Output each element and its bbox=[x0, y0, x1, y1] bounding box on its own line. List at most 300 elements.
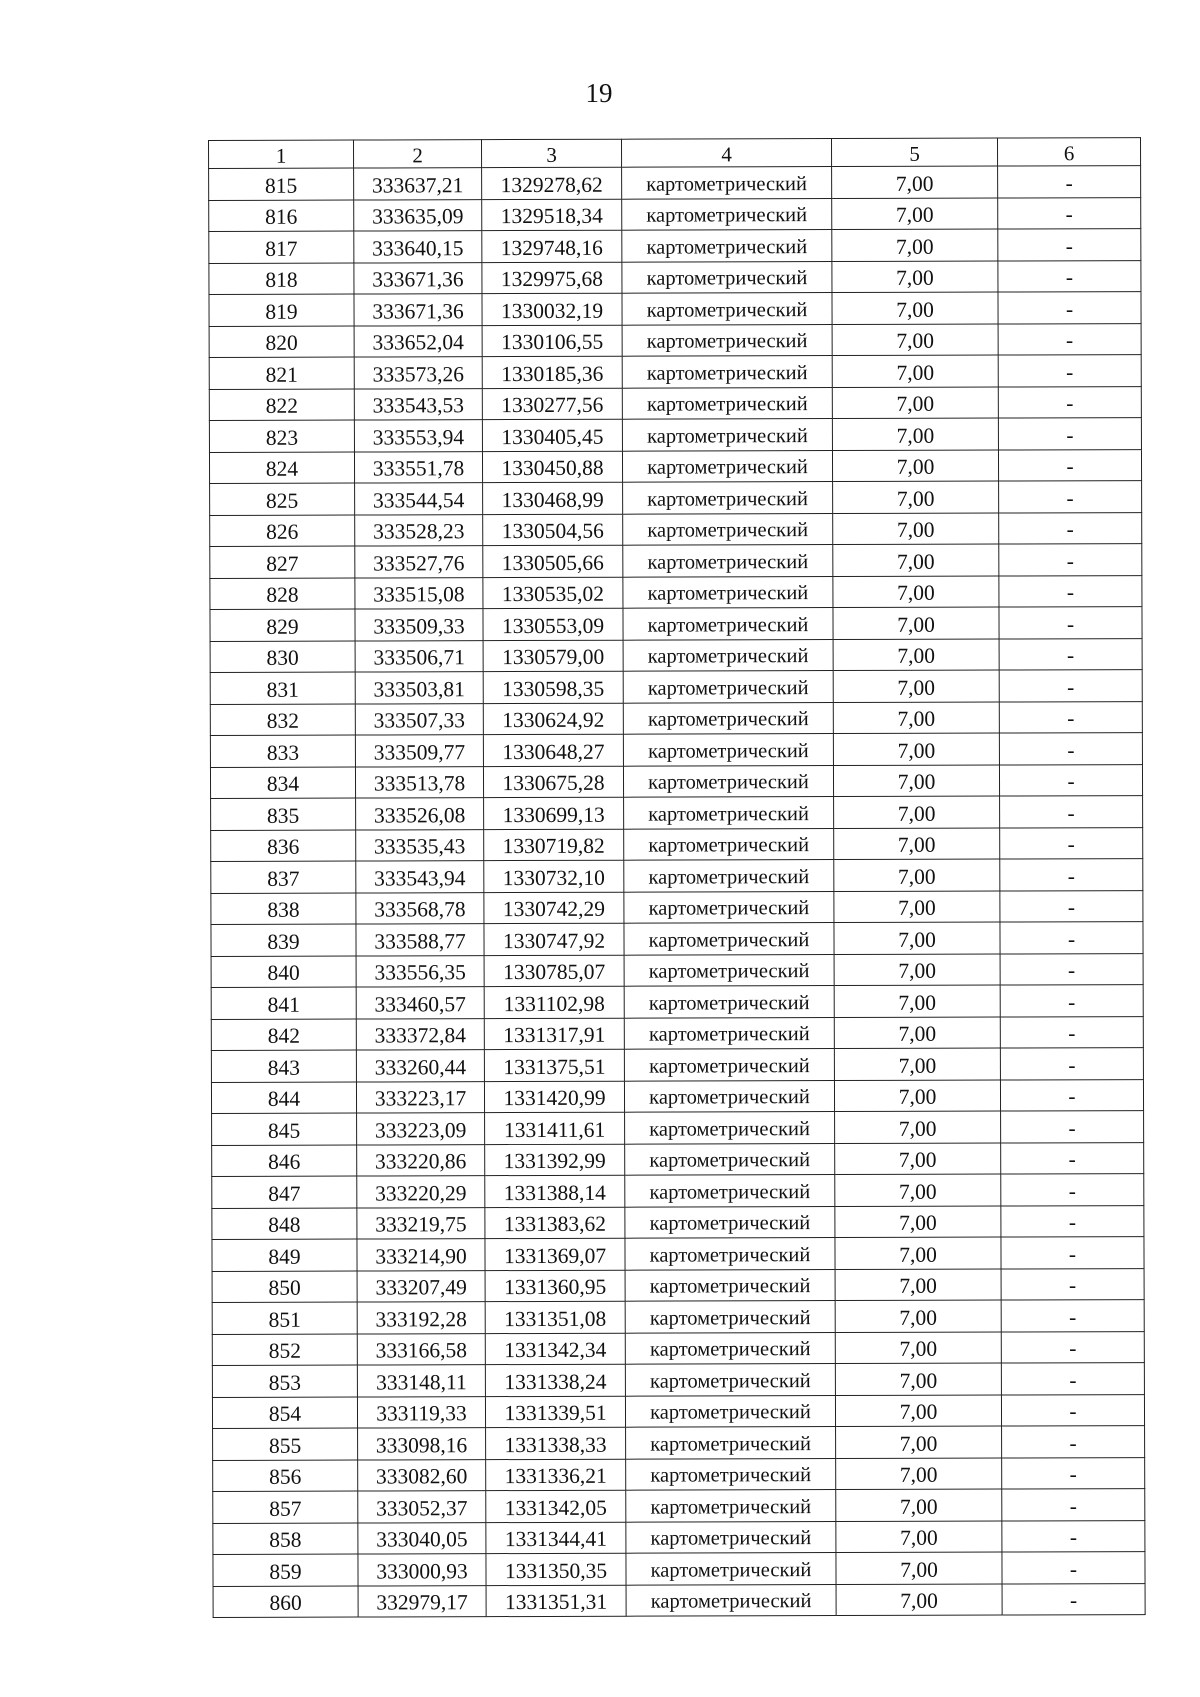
point-number-cell: 846 bbox=[212, 1145, 357, 1177]
table-row bbox=[211, 859, 1143, 893]
accuracy-cell: 7,00 bbox=[836, 1584, 1002, 1616]
method-cell: картометрический bbox=[622, 387, 832, 419]
note-cell: - bbox=[1000, 1079, 1143, 1111]
coordinates-table bbox=[208, 137, 1146, 1618]
x-coordinate-cell: 333544,54 bbox=[355, 483, 483, 515]
accuracy-cell: 7,00 bbox=[832, 450, 998, 482]
point-number-cell: 855 bbox=[213, 1428, 358, 1460]
note-cell: - bbox=[1000, 827, 1143, 859]
table-row bbox=[212, 1300, 1144, 1334]
x-coordinate-cell: 333509,77 bbox=[355, 735, 483, 767]
method-cell: картометрический bbox=[624, 923, 834, 955]
accuracy-cell: 7,00 bbox=[835, 1395, 1001, 1427]
table-row bbox=[210, 544, 1142, 578]
note-cell: - bbox=[999, 512, 1142, 544]
accuracy-cell: 7,00 bbox=[835, 1332, 1001, 1364]
x-coordinate-cell: 333640,15 bbox=[354, 231, 482, 263]
method-cell: картометрический bbox=[622, 230, 832, 262]
x-coordinate-cell: 333506,71 bbox=[355, 640, 483, 672]
note-cell: - bbox=[1002, 1583, 1145, 1615]
note-cell: - bbox=[1001, 1237, 1144, 1269]
y-coordinate-cell: 1331369,07 bbox=[485, 1238, 625, 1270]
point-number-cell: 833 bbox=[210, 735, 355, 767]
note-cell: - bbox=[999, 764, 1142, 796]
note-cell: - bbox=[1002, 1489, 1145, 1521]
method-cell: картометрический bbox=[622, 293, 832, 325]
y-coordinate-cell: 1331383,62 bbox=[485, 1207, 625, 1239]
note-cell: - bbox=[998, 418, 1141, 450]
x-coordinate-cell: 333223,17 bbox=[356, 1081, 484, 1113]
accuracy-cell: 7,00 bbox=[833, 639, 999, 671]
method-cell: картометрический bbox=[622, 450, 832, 482]
method-cell: картометрический bbox=[623, 671, 833, 703]
point-number-cell: 850 bbox=[212, 1271, 357, 1303]
accuracy-cell: 7,00 bbox=[835, 1174, 1001, 1206]
table-row bbox=[210, 764, 1142, 798]
y-coordinate-cell: 1330732,10 bbox=[484, 860, 624, 892]
accuracy-cell: 7,00 bbox=[833, 765, 999, 797]
note-cell: - bbox=[998, 292, 1141, 324]
y-coordinate-cell: 1330675,28 bbox=[483, 766, 623, 798]
y-coordinate-cell: 1331342,34 bbox=[485, 1333, 625, 1365]
x-coordinate-cell: 333507,33 bbox=[355, 703, 483, 735]
accuracy-cell: 7,00 bbox=[832, 387, 998, 419]
table-row bbox=[212, 1331, 1144, 1365]
y-coordinate-cell: 1331351,31 bbox=[486, 1585, 626, 1617]
accuracy-cell: 7,00 bbox=[834, 1080, 1000, 1112]
table-row bbox=[209, 166, 1141, 200]
table-row bbox=[209, 449, 1141, 483]
point-number-cell: 858 bbox=[213, 1523, 358, 1555]
note-cell: - bbox=[999, 670, 1142, 702]
method-cell: картометрический bbox=[622, 198, 832, 230]
y-coordinate-cell: 1330699,13 bbox=[484, 797, 624, 829]
table-row bbox=[211, 1016, 1143, 1050]
point-number-cell: 856 bbox=[213, 1460, 358, 1492]
x-coordinate-cell: 333000,93 bbox=[358, 1554, 486, 1586]
accuracy-cell: 7,00 bbox=[835, 1143, 1001, 1175]
note-cell: - bbox=[1002, 1457, 1145, 1489]
x-coordinate-cell: 333260,44 bbox=[356, 1050, 484, 1082]
y-coordinate-cell: 1330405,45 bbox=[482, 419, 622, 451]
table-row bbox=[213, 1552, 1145, 1586]
accuracy-cell: 7,00 bbox=[836, 1552, 1002, 1584]
note-cell: - bbox=[1001, 1205, 1144, 1237]
table-row bbox=[210, 670, 1142, 704]
accuracy-cell: 7,00 bbox=[832, 198, 998, 230]
x-coordinate-cell: 333082,60 bbox=[358, 1459, 486, 1491]
method-cell: картометрический bbox=[625, 1301, 835, 1333]
page-number-text: 19 bbox=[585, 78, 613, 108]
method-cell: картометрический bbox=[622, 167, 832, 199]
method-cell: картометрический bbox=[625, 1332, 835, 1364]
point-number-cell: 826 bbox=[210, 515, 355, 547]
accuracy-cell: 7,00 bbox=[832, 261, 998, 293]
y-coordinate-cell: 1331411,61 bbox=[485, 1112, 625, 1144]
y-coordinate-cell: 1329748,16 bbox=[482, 230, 622, 262]
y-coordinate-cell: 1330785,07 bbox=[484, 955, 624, 987]
y-coordinate-cell: 1331392,99 bbox=[485, 1144, 625, 1176]
method-cell: картометрический bbox=[622, 324, 832, 356]
method-cell: картометрический bbox=[624, 1080, 834, 1112]
accuracy-cell: 7,00 bbox=[832, 292, 998, 324]
y-coordinate-cell: 1331339,51 bbox=[485, 1396, 625, 1428]
method-cell: картометрический bbox=[625, 1395, 835, 1427]
note-cell: - bbox=[1001, 1363, 1144, 1395]
point-number-cell: 824 bbox=[209, 452, 354, 484]
point-number-cell: 847 bbox=[212, 1176, 357, 1208]
table-row bbox=[213, 1489, 1145, 1523]
accuracy-cell: 7,00 bbox=[834, 859, 1000, 891]
x-coordinate-cell: 333588,77 bbox=[356, 924, 484, 956]
page-number bbox=[0, 78, 1200, 109]
note-cell: - bbox=[1001, 1142, 1144, 1174]
y-coordinate-cell: 1330579,00 bbox=[483, 640, 623, 672]
accuracy-cell: 7,00 bbox=[832, 324, 998, 356]
y-coordinate-cell: 1329278,62 bbox=[482, 167, 622, 199]
point-number-cell: 854 bbox=[212, 1397, 357, 1429]
accuracy-cell: 7,00 bbox=[833, 544, 999, 576]
point-number-cell: 825 bbox=[210, 483, 355, 515]
point-number-cell: 822 bbox=[209, 389, 354, 421]
point-number-cell: 836 bbox=[211, 830, 356, 862]
point-number-cell: 849 bbox=[212, 1239, 357, 1271]
x-coordinate-cell: 333119,33 bbox=[357, 1396, 485, 1428]
accuracy-cell: 7,00 bbox=[833, 481, 999, 513]
note-cell: - bbox=[1002, 1552, 1145, 1584]
table-row bbox=[212, 1142, 1144, 1176]
y-coordinate-cell: 1330468,99 bbox=[483, 482, 623, 514]
table-row bbox=[211, 953, 1143, 987]
method-cell: картометрический bbox=[625, 1143, 835, 1175]
table-row bbox=[212, 1111, 1144, 1145]
x-coordinate-cell: 333637,21 bbox=[354, 168, 482, 200]
y-coordinate-cell: 1330450,88 bbox=[482, 451, 622, 483]
accuracy-cell: 7,00 bbox=[833, 513, 999, 545]
y-coordinate-cell: 1331360,95 bbox=[485, 1270, 625, 1302]
accuracy-cell: 7,00 bbox=[835, 1363, 1001, 1395]
method-cell: картометрический bbox=[623, 545, 833, 577]
y-coordinate-cell: 1330624,92 bbox=[483, 703, 623, 735]
point-number-cell: 821 bbox=[209, 357, 354, 389]
y-coordinate-cell: 1331388,14 bbox=[485, 1175, 625, 1207]
table-row bbox=[209, 197, 1141, 231]
table-row bbox=[213, 1583, 1145, 1617]
y-coordinate-cell: 1330598,35 bbox=[483, 671, 623, 703]
method-cell: картометрический bbox=[625, 1112, 835, 1144]
table-row bbox=[209, 292, 1141, 326]
x-coordinate-cell: 333515,08 bbox=[355, 577, 483, 609]
point-number-cell: 820 bbox=[209, 326, 354, 358]
note-cell: - bbox=[1000, 796, 1143, 828]
point-number-cell: 832 bbox=[210, 704, 355, 736]
x-coordinate-cell: 333535,43 bbox=[356, 829, 484, 861]
note-cell: - bbox=[999, 544, 1142, 576]
note-cell: - bbox=[998, 386, 1141, 418]
point-number-cell: 823 bbox=[209, 420, 354, 452]
table-row bbox=[210, 701, 1142, 735]
accuracy-cell: 7,00 bbox=[834, 891, 1000, 923]
table-row bbox=[213, 1457, 1145, 1491]
method-cell: картометрический bbox=[625, 1269, 835, 1301]
table-row bbox=[212, 1394, 1144, 1428]
accuracy-cell: 7,00 bbox=[835, 1300, 1001, 1332]
point-number-cell: 843 bbox=[211, 1050, 356, 1082]
table-row bbox=[211, 922, 1143, 956]
method-cell: картометрический bbox=[623, 608, 833, 640]
note-cell: - bbox=[1000, 985, 1143, 1017]
note-cell: - bbox=[1001, 1300, 1144, 1332]
method-cell: картометрический bbox=[624, 1017, 834, 1049]
point-number-cell: 859 bbox=[213, 1554, 358, 1586]
note-cell: - bbox=[999, 733, 1142, 765]
column-header-4: 4 bbox=[621, 139, 831, 168]
x-coordinate-cell: 333553,94 bbox=[354, 420, 482, 452]
x-coordinate-cell: 333527,76 bbox=[355, 546, 483, 578]
method-cell: картометрический bbox=[626, 1427, 836, 1459]
point-number-cell: 853 bbox=[212, 1365, 357, 1397]
point-number-cell: 817 bbox=[209, 231, 354, 263]
point-number-cell: 831 bbox=[210, 672, 355, 704]
x-coordinate-cell: 333098,16 bbox=[358, 1428, 486, 1460]
accuracy-cell: 7,00 bbox=[834, 1048, 1000, 1080]
note-cell: - bbox=[998, 229, 1141, 261]
table-row bbox=[211, 985, 1143, 1019]
x-coordinate-cell: 333551,78 bbox=[354, 451, 482, 483]
method-cell: картометрический bbox=[623, 765, 833, 797]
point-number-cell: 839 bbox=[211, 924, 356, 956]
x-coordinate-cell: 333528,23 bbox=[355, 514, 483, 546]
x-coordinate-cell: 333219,75 bbox=[357, 1207, 485, 1239]
table-row bbox=[212, 1205, 1144, 1239]
table-row bbox=[211, 1048, 1143, 1082]
y-coordinate-cell: 1331351,08 bbox=[485, 1301, 625, 1333]
method-cell: картометрический bbox=[623, 734, 833, 766]
method-cell: картометрический bbox=[622, 419, 832, 451]
note-cell: - bbox=[1000, 1048, 1143, 1080]
accuracy-cell: 7,00 bbox=[833, 576, 999, 608]
note-cell: - bbox=[999, 701, 1142, 733]
note-cell: - bbox=[998, 260, 1141, 292]
table-row bbox=[211, 796, 1143, 830]
table-row bbox=[213, 1426, 1145, 1460]
point-number-cell: 852 bbox=[212, 1334, 357, 1366]
method-cell: картометрический bbox=[626, 1584, 836, 1616]
method-cell: картометрический bbox=[625, 1238, 835, 1270]
table-row bbox=[211, 890, 1143, 924]
method-cell: картометрический bbox=[622, 261, 832, 293]
x-coordinate-cell: 333148,11 bbox=[357, 1365, 485, 1397]
y-coordinate-cell: 1330504,56 bbox=[483, 514, 623, 546]
y-coordinate-cell: 1330505,66 bbox=[483, 545, 623, 577]
y-coordinate-cell: 1331342,05 bbox=[486, 1490, 626, 1522]
accuracy-cell: 7,00 bbox=[834, 985, 1000, 1017]
column-header-3: 3 bbox=[482, 139, 622, 167]
method-cell: картометрический bbox=[625, 1175, 835, 1207]
note-cell: - bbox=[1001, 1268, 1144, 1300]
accuracy-cell: 7,00 bbox=[835, 1237, 1001, 1269]
method-cell: картометрический bbox=[624, 860, 834, 892]
x-coordinate-cell: 333568,78 bbox=[356, 892, 484, 924]
table-body bbox=[209, 166, 1146, 1618]
accuracy-cell: 7,00 bbox=[833, 607, 999, 639]
accuracy-cell: 7,00 bbox=[835, 1111, 1001, 1143]
column-header-1: 1 bbox=[209, 140, 354, 168]
column-header-5: 5 bbox=[831, 138, 997, 167]
x-coordinate-cell: 332979,17 bbox=[358, 1585, 486, 1617]
accuracy-cell: 7,00 bbox=[836, 1489, 1002, 1521]
point-number-cell: 815 bbox=[209, 168, 354, 200]
table-row bbox=[212, 1174, 1144, 1208]
x-coordinate-cell: 333635,09 bbox=[354, 199, 482, 231]
x-coordinate-cell: 333207,49 bbox=[357, 1270, 485, 1302]
table-row bbox=[212, 1363, 1144, 1397]
table-row bbox=[209, 418, 1141, 452]
x-coordinate-cell: 333460,57 bbox=[356, 987, 484, 1019]
note-cell: - bbox=[1001, 1331, 1144, 1363]
method-cell: картометрический bbox=[623, 639, 833, 671]
note-cell: - bbox=[999, 638, 1142, 670]
note-cell: - bbox=[999, 607, 1142, 639]
note-cell: - bbox=[1000, 1016, 1143, 1048]
x-coordinate-cell: 333513,78 bbox=[355, 766, 483, 798]
table-row bbox=[210, 607, 1142, 641]
x-coordinate-cell: 333671,36 bbox=[354, 262, 482, 294]
table-row bbox=[210, 481, 1142, 515]
y-coordinate-cell: 1330648,27 bbox=[483, 734, 623, 766]
note-cell: - bbox=[998, 355, 1141, 387]
note-cell: - bbox=[1000, 890, 1143, 922]
y-coordinate-cell: 1331420,99 bbox=[484, 1081, 624, 1113]
y-coordinate-cell: 1330032,19 bbox=[482, 293, 622, 325]
point-number-cell: 816 bbox=[209, 200, 354, 232]
point-number-cell: 857 bbox=[213, 1491, 358, 1523]
method-cell: картометрический bbox=[626, 1490, 836, 1522]
point-number-cell: 827 bbox=[210, 546, 355, 578]
table-header-row bbox=[209, 138, 1141, 169]
table-row bbox=[211, 827, 1143, 861]
accuracy-cell: 7,00 bbox=[832, 166, 998, 198]
x-coordinate-cell: 333220,29 bbox=[357, 1176, 485, 1208]
method-cell: картометрический bbox=[624, 954, 834, 986]
y-coordinate-cell: 1329518,34 bbox=[482, 199, 622, 231]
note-cell: - bbox=[999, 481, 1142, 513]
point-number-cell: 835 bbox=[211, 798, 356, 830]
point-number-cell: 830 bbox=[210, 641, 355, 673]
method-cell: картометрический bbox=[625, 1364, 835, 1396]
accuracy-cell: 7,00 bbox=[835, 1269, 1001, 1301]
y-coordinate-cell: 1330185,36 bbox=[482, 356, 622, 388]
table-row bbox=[212, 1237, 1144, 1271]
accuracy-cell: 7,00 bbox=[832, 355, 998, 387]
x-coordinate-cell: 333214,90 bbox=[357, 1239, 485, 1271]
point-number-cell: 838 bbox=[211, 893, 356, 925]
column-header-6: 6 bbox=[997, 138, 1140, 166]
x-coordinate-cell: 333192,28 bbox=[357, 1302, 485, 1334]
accuracy-cell: 7,00 bbox=[834, 1017, 1000, 1049]
method-cell: картометрический bbox=[625, 1206, 835, 1238]
method-cell: картометрический bbox=[624, 891, 834, 923]
accuracy-cell: 7,00 bbox=[833, 670, 999, 702]
x-coordinate-cell: 333509,33 bbox=[355, 609, 483, 641]
accuracy-cell: 7,00 bbox=[833, 733, 999, 765]
x-coordinate-cell: 333372,84 bbox=[356, 1018, 484, 1050]
y-coordinate-cell: 1331317,91 bbox=[484, 1018, 624, 1050]
y-coordinate-cell: 1331338,24 bbox=[485, 1364, 625, 1396]
accuracy-cell: 7,00 bbox=[836, 1426, 1002, 1458]
point-number-cell: 844 bbox=[211, 1082, 356, 1114]
note-cell: - bbox=[1001, 1174, 1144, 1206]
method-cell: картометрический bbox=[623, 702, 833, 734]
y-coordinate-cell: 1330553,09 bbox=[483, 608, 623, 640]
x-coordinate-cell: 333556,35 bbox=[356, 955, 484, 987]
y-coordinate-cell: 1330106,55 bbox=[482, 325, 622, 357]
y-coordinate-cell: 1331102,98 bbox=[484, 986, 624, 1018]
note-cell: - bbox=[998, 197, 1141, 229]
method-cell: картометрический bbox=[626, 1553, 836, 1585]
accuracy-cell: 7,00 bbox=[833, 702, 999, 734]
table-row bbox=[209, 323, 1141, 357]
x-coordinate-cell: 333526,08 bbox=[356, 798, 484, 830]
y-coordinate-cell: 1331336,21 bbox=[486, 1459, 626, 1491]
point-number-cell: 860 bbox=[213, 1586, 358, 1618]
table-row bbox=[209, 355, 1141, 389]
point-number-cell: 845 bbox=[212, 1113, 357, 1145]
method-cell: картометрический bbox=[624, 797, 834, 829]
table-row bbox=[209, 260, 1141, 294]
accuracy-cell: 7,00 bbox=[834, 828, 1000, 860]
table-row bbox=[209, 229, 1141, 263]
point-number-cell: 828 bbox=[210, 578, 355, 610]
point-number-cell: 851 bbox=[212, 1302, 357, 1334]
x-coordinate-cell: 333223,09 bbox=[357, 1113, 485, 1145]
y-coordinate-cell: 1331344,41 bbox=[486, 1522, 626, 1554]
point-number-cell: 819 bbox=[209, 294, 354, 326]
table-row bbox=[211, 1079, 1143, 1113]
column-header-2: 2 bbox=[354, 140, 482, 168]
table-row bbox=[213, 1520, 1145, 1554]
note-cell: - bbox=[999, 575, 1142, 607]
point-number-cell: 837 bbox=[211, 861, 356, 893]
x-coordinate-cell: 333220,86 bbox=[357, 1144, 485, 1176]
accuracy-cell: 7,00 bbox=[834, 954, 1000, 986]
x-coordinate-cell: 333652,04 bbox=[354, 325, 482, 357]
note-cell: - bbox=[1001, 1111, 1144, 1143]
method-cell: картометрический bbox=[623, 576, 833, 608]
x-coordinate-cell: 333166,58 bbox=[357, 1333, 485, 1365]
point-number-cell: 818 bbox=[209, 263, 354, 295]
x-coordinate-cell: 333573,26 bbox=[354, 357, 482, 389]
y-coordinate-cell: 1330719,82 bbox=[484, 829, 624, 861]
method-cell: картометрический bbox=[626, 1521, 836, 1553]
point-number-cell: 834 bbox=[210, 767, 355, 799]
y-coordinate-cell: 1330535,02 bbox=[483, 577, 623, 609]
table-row bbox=[212, 1268, 1144, 1302]
table-row bbox=[210, 638, 1142, 672]
method-cell: картометрический bbox=[624, 986, 834, 1018]
note-cell: - bbox=[1000, 859, 1143, 891]
table-row bbox=[210, 575, 1142, 609]
point-number-cell: 840 bbox=[211, 956, 356, 988]
y-coordinate-cell: 1331375,51 bbox=[484, 1049, 624, 1081]
x-coordinate-cell: 333671,36 bbox=[354, 294, 482, 326]
y-coordinate-cell: 1330742,29 bbox=[484, 892, 624, 924]
note-cell: - bbox=[1002, 1426, 1145, 1458]
y-coordinate-cell: 1329975,68 bbox=[482, 262, 622, 294]
method-cell: картометрический bbox=[623, 513, 833, 545]
y-coordinate-cell: 1330747,92 bbox=[484, 923, 624, 955]
x-coordinate-cell: 333543,53 bbox=[354, 388, 482, 420]
